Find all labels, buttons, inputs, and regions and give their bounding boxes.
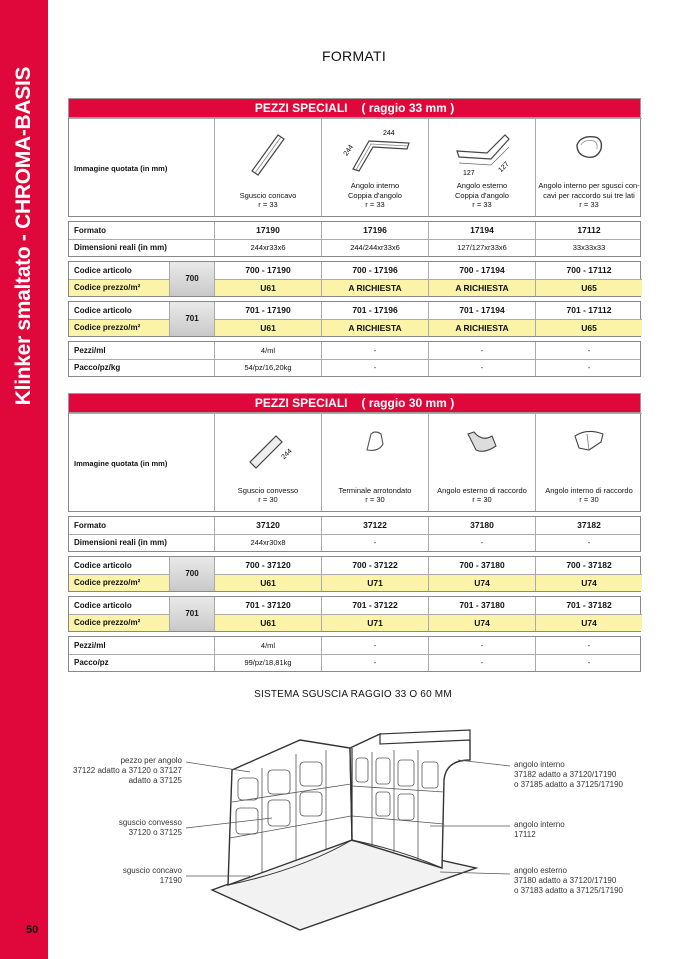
label-pezzo-per-angolo: pezzo per angolo 37122 adatto a 37120 o 37127 adatto a 37125 xyxy=(73,756,182,785)
section-raggio-33 xyxy=(68,98,641,377)
table-row: Formato 17190 17196 17194 17112 xyxy=(69,222,640,239)
series-700: 700 xyxy=(169,557,214,591)
angolo-interno-raccordo-drawing xyxy=(567,422,611,462)
product-cell-17194 xyxy=(428,118,535,216)
page-number: 50 xyxy=(26,924,39,936)
table-row: Dimensioni reali (in mm) 244xr33x6 244/244xr33x6 127/127xr33x6 33x33x33 xyxy=(69,239,640,256)
codice-table-700: Codice articolo 700 700 - 37120 700 - 37122 700 - 37180 700 - 37182 Codice prezzo/m² U61 U71 U74 U74 xyxy=(68,556,641,592)
label-sguscio-convesso: sguscio convesso 37120 o 37125 xyxy=(118,818,182,837)
banner-title: PEZZI SPECIALI xyxy=(254,396,348,410)
caption: Angolo interno di raccordo r = 30 xyxy=(545,485,633,505)
label-angolo-interno-17112: angolo interno 17112 xyxy=(514,820,565,839)
table-row: Pezzi/ml 4/ml - - - xyxy=(69,637,640,654)
table-row: Pacco/pz 99/pz/18,81kg - - - xyxy=(69,654,640,671)
image-row xyxy=(68,118,641,217)
formato-table xyxy=(68,221,641,257)
label-angolo-esterno: angolo esterno 37180 adatto a 37120/17190 o 37183 adatto a 37125/17190 xyxy=(514,866,623,895)
caption: Angolo interno Coppia d'angolo r = 33 xyxy=(348,180,402,210)
banner-subtitle: ( raggio 33 mm ) xyxy=(361,101,455,115)
banner-subtitle: ( raggio 30 mm ) xyxy=(361,396,455,410)
sidebar-title: Klinker smaltato - CHROMA-BASIS xyxy=(12,66,35,406)
caption: Sguscio convesso r = 30 xyxy=(237,485,299,505)
label-angolo-interno-37182: angolo interno 37182 adatto a 37120/17190 o 37185 adatto a 37125/17190 xyxy=(514,760,623,789)
angolo-interno-drawing xyxy=(335,127,415,179)
caption: Sguscio concavo r = 33 xyxy=(239,190,297,210)
page-title: FORMATI xyxy=(322,48,387,64)
pezzi-table xyxy=(68,341,641,377)
terminale-arrotondato-drawing xyxy=(355,422,395,462)
angolo-esterno-drawing xyxy=(447,127,517,179)
dimension-label: 127 xyxy=(497,160,511,175)
sguscio-convesso-drawing xyxy=(238,422,298,472)
formato-table xyxy=(68,516,641,552)
banner-title: PEZZI SPECIALI xyxy=(254,101,348,115)
angolo-interno-3-lati-drawing xyxy=(569,127,609,167)
table-row: Pezzi/ml 4/ml - - - xyxy=(69,342,640,359)
codice-table-700: Codice articolo 700 700 - 17190 700 - 17196 700 - 17194 700 - 17112 Codice prezzo/m² U61 A RICHIESTA A RICHIESTA U65 xyxy=(68,261,641,297)
image-row-label: Immagine quotata (in mm) xyxy=(69,413,214,511)
section-banner xyxy=(68,393,641,413)
caption: Angolo esterno di raccordo r = 30 xyxy=(437,485,527,505)
table-row: Formato 37120 37122 37180 37182 xyxy=(69,517,640,534)
dimension-label: 244 xyxy=(342,143,356,158)
caption: Angolo interno per sgusci con- cavi per raccordo sui tre lati r = 33 xyxy=(538,180,640,210)
table-row: Pacco/pz/kg 54/pz/16,20kg - - - xyxy=(69,359,640,376)
product-cell-17190 xyxy=(214,118,321,216)
caption: Terminale arrotondato r = 30 xyxy=(338,485,412,505)
table-row: Dimensioni reali (in mm) 244xr30x8 - - - xyxy=(69,534,640,551)
series-700: 700 xyxy=(169,262,214,296)
dimension-label: 127 xyxy=(463,170,475,177)
series-701: 701 xyxy=(169,302,214,336)
dimension-label: 244 xyxy=(280,447,294,462)
diagram-title: SISTEMA SGUSCIA RAGGIO 33 O 60 MM xyxy=(254,689,452,700)
angolo-esterno-raccordo-drawing xyxy=(460,422,504,462)
pezzi-table xyxy=(68,636,641,672)
image-row-label: Immagine quotata (in mm) xyxy=(69,118,214,216)
dimension-label: 244 xyxy=(383,130,395,137)
section-raggio-30 xyxy=(68,393,641,672)
product-cell-37180 xyxy=(428,413,535,511)
product-cell-17112 xyxy=(535,118,642,216)
product-cell-37122 xyxy=(321,413,428,511)
sguscio-concavo-drawing xyxy=(238,127,298,177)
product-cell-17196 xyxy=(321,118,428,216)
image-row xyxy=(68,413,641,512)
section-banner xyxy=(68,98,641,118)
series-701: 701 xyxy=(169,597,214,631)
codice-table-701: Codice articolo 701 701 - 37120 701 - 37122 701 - 37180 701 - 37182 Codice prezzo/m² U61 U71 U74 U74 xyxy=(68,596,641,632)
label-sguscio-concavo: sguscio concavo 17190 xyxy=(122,866,182,885)
product-cell-37182 xyxy=(535,413,642,511)
product-cell-37120 xyxy=(214,413,321,511)
codice-table-701: Codice articolo 701 701 - 17190 701 - 17196 701 - 17194 701 - 17112 Codice prezzo/m² U61 A RICHIESTA A RICHIESTA U65 xyxy=(68,301,641,337)
caption: Angolo esterno Coppia d'angolo r = 33 xyxy=(455,180,509,210)
